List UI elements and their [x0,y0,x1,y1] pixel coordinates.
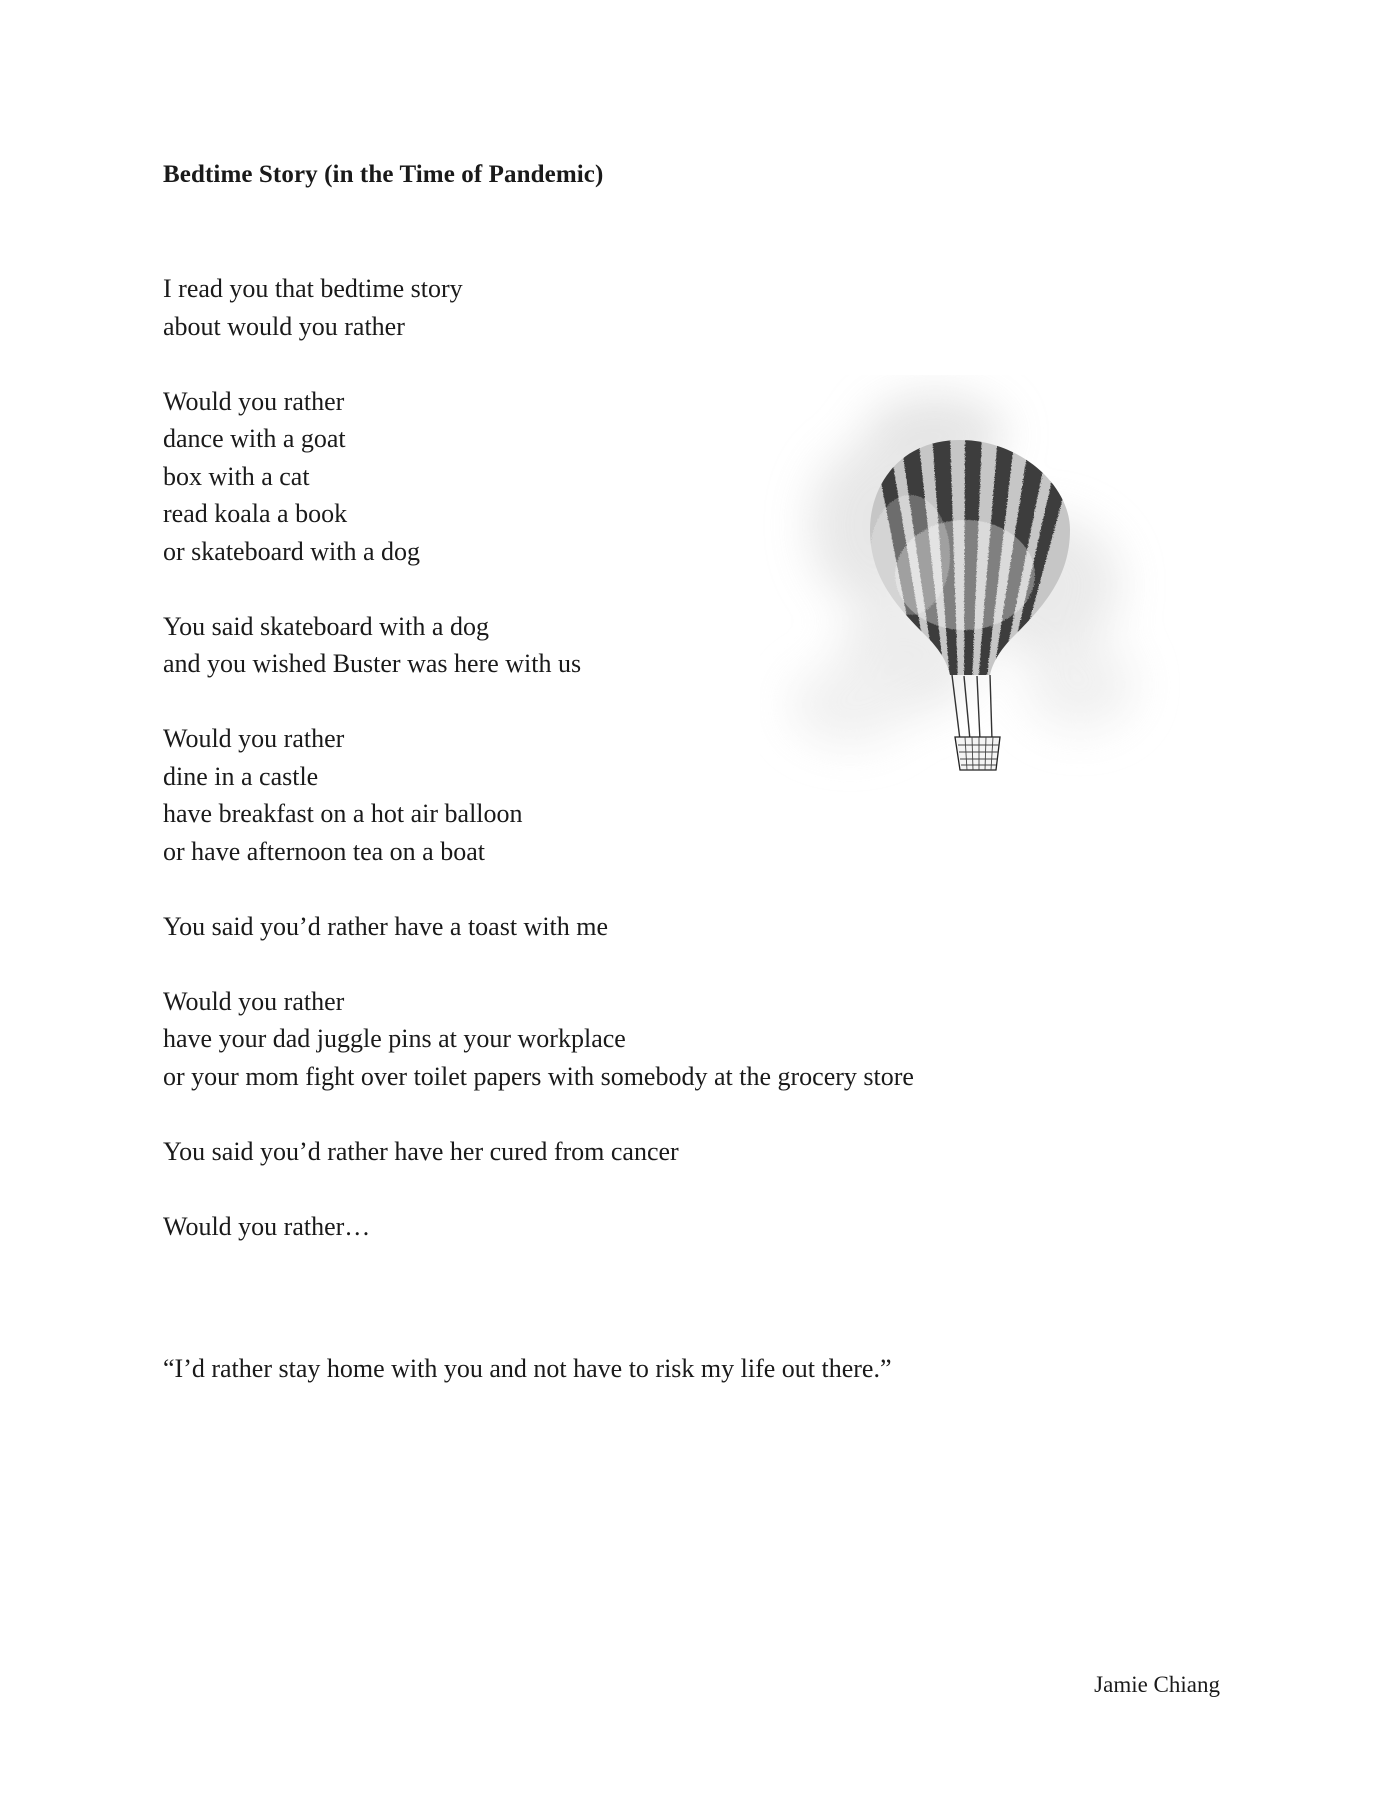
poem-line: have breakfast on a hot air balloon [163,799,523,828]
poem-line: dance with a goat [163,424,346,453]
stanza [163,1133,1163,1171]
poem-line: You said you’d rather have a toast with me [163,911,609,941]
stanza [163,908,1163,946]
basket-shape [955,737,1000,770]
poem-title: Bedtime Story (in the Time of Pandemic) [163,161,604,188]
poem-line: Would you rather… [163,1211,371,1241]
poem-line: box with a cat [163,461,310,491]
hot-air-balloon-icon [760,375,1220,835]
poem-line: Would you rather [163,724,345,753]
poem-line: and you wished Buster was here with us [163,649,582,678]
poem-line: You said you’d rather have her cured from cancer [163,1136,679,1166]
poem-line: or your mom fight over toilet papers with somebody at the grocery store [163,1061,914,1091]
stanza [163,270,1163,345]
stanza [163,1208,1163,1246]
stanza [163,983,1163,1096]
author-name: Jamie Chiang [1094,1672,1220,1697]
poem-line: Would you rather [163,986,345,1016]
poem-line: about would you rather [163,311,405,341]
poem-line: or skateboard with a dog [163,536,421,566]
poem-line: or have afternoon tea on a boat [163,836,485,866]
poem-line: Would you rather [163,386,345,416]
closing-quote: “I’d rather stay home with you and not have to risk my life out there.” [163,1354,892,1383]
poem-line: I read you that bedtime story [163,274,463,303]
poem-line: You said skateboard with a dog [163,611,489,641]
poem-line: have your dad juggle pins at your workplace [163,1024,626,1053]
poem-line: dine in a castle [163,761,319,791]
poem-line: read koala a book [163,499,348,528]
